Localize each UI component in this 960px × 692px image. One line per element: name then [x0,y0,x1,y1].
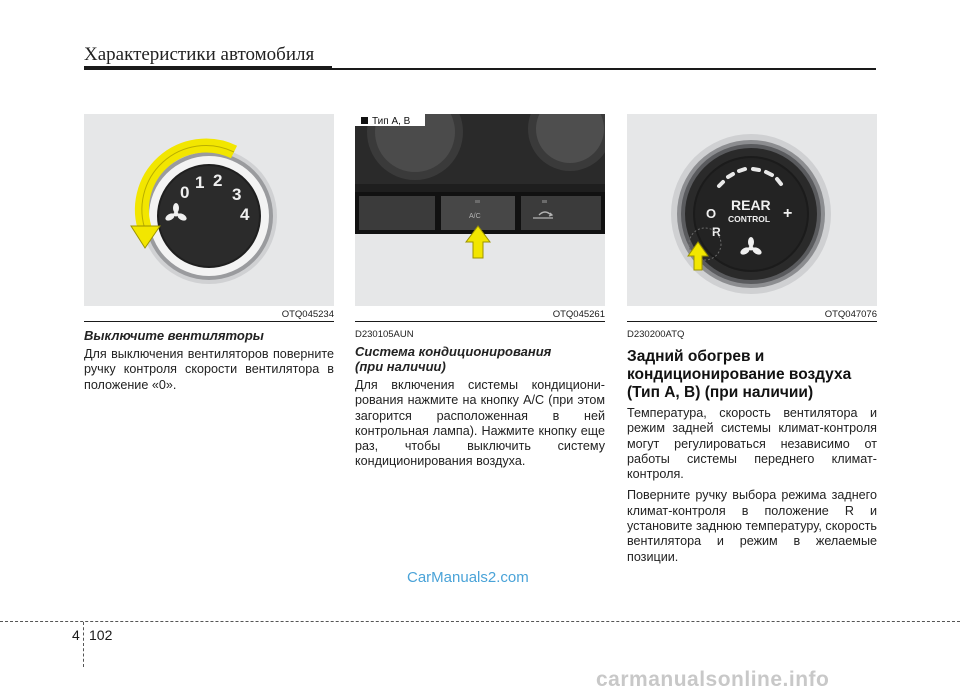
ac-panel-figure [355,114,605,306]
body-paragraph: Для включения системы кондициони-рования нажмите на кнопку A/C (при этом загорится расположенная в ней контрольная лампа). Нажмите кнопку еще раз, чтобы выключить систему кондиционирования воздуха. [355,378,605,469]
figure-code: OTQ047076 [824,309,877,320]
knob-r-label: R [712,225,721,239]
fan-dial-illustration [84,114,334,306]
square-bullet-icon [361,117,368,124]
ac-panel-illustration [355,114,605,306]
knob-rear-label: REAR [731,197,771,213]
type-label: Тип A, B [361,116,410,127]
figure-rule [355,321,605,322]
figure-rule [84,321,334,322]
body-paragraph: Температура, скорость вентилятора и режим задней системы климат-контроля могут регулироваться независимо от работы системы переднего климат-контроля. [627,406,877,482]
page-number: 102 [89,627,113,643]
rear-knob-figure [627,114,877,306]
section-subheading: Система кондиционирования (при наличии) [355,344,552,374]
knob-o-label: O [706,206,717,221]
page-header-title: Характеристики автомобиля [84,44,315,65]
document-id: D230200ATQ [627,329,685,340]
dial-number-1: 1 [195,173,205,192]
column-air-conditioning [355,114,605,470]
carmanualsonline-watermark: carmanualsonline.info [596,668,830,691]
dial-number-4: 4 [240,205,250,224]
rear-knob-illustration [627,114,877,306]
carmanuals-watermark[interactable]: CarManuals2.com [407,569,529,586]
fan-dial-figure [84,114,334,306]
dial-number-2: 2 [213,171,223,190]
body-paragraph: Поверните ручку выбора режима заднего климат-контроля в положение R и установите заднюю температуру, скорость вентилятора и режим в желаемые позиции. [627,488,877,564]
ac-button-label: A/C [469,213,481,220]
section-subheading: Выключите вентиляторы [84,328,264,343]
knob-plus-label: + [783,205,793,222]
dial-number-3: 3 [232,185,242,204]
column-rear-climate [627,114,877,565]
figure-rule [627,321,877,322]
header-rule [84,66,876,71]
footer-vertical-rule [83,622,84,667]
section-heading: Задний обогрев и кондиционирование воздуха (Тип A, B) (при наличии) [627,348,852,401]
section-number: 4 [72,627,80,643]
column-fan-off [84,114,334,393]
body-paragraph: Для выключения вентиляторов поверните ручку контроля скорости вентилятора в положение «0». [84,347,334,392]
figure-code: OTQ045261 [552,309,605,320]
figure-code: OTQ045234 [281,309,334,320]
footer-dashed-rule [0,621,960,622]
document-id: D230105AUN [355,329,414,340]
knob-control-label: CONTROL [728,214,771,224]
dial-number-0: 0 [180,183,190,202]
